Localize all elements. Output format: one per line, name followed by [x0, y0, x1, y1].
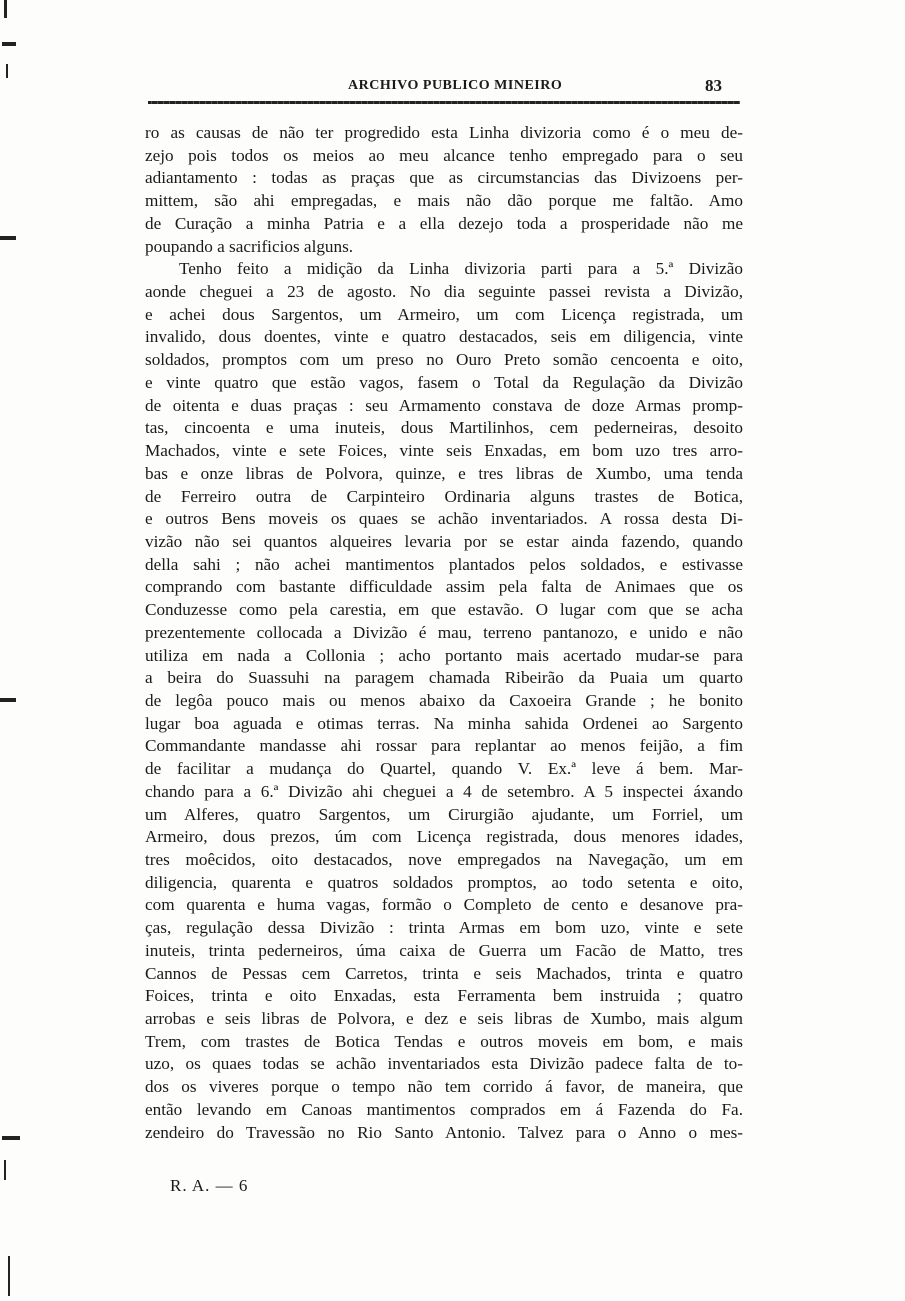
binding-mark: [6, 64, 8, 78]
text-line: adiantamento : todas as praças que as circumstancias das Divizoens per-: [145, 168, 743, 188]
text-line: zendeiro do Travessão no Rio Santo Antonio. Talvez para o Anno o mes-: [145, 1122, 743, 1142]
text-line: e achei dous Sargentos, um Armeiro, um com Licença registrada, um: [145, 304, 743, 324]
binding-mark: [0, 698, 16, 702]
binding-mark: [4, 0, 7, 18]
text-line: de legôa pouco mais ou menos abaixo da Caxoeira Grande ; he bonito: [145, 690, 743, 710]
text-line: arrobas e seis libras de Polvora, e dez e seis libras de Xumbo, mais algum: [145, 1009, 743, 1029]
text-line: Tenho feito a midição da Linha divizoria parti para a 5.ª Divizão: [179, 259, 743, 279]
text-line: Commandante mandasse ahi rossar para replantar ao menos feijão, a fim: [145, 736, 743, 756]
text-line: de Ferreiro outra de Carpinteiro Ordinaria alguns trastes de Botica,: [145, 486, 743, 506]
text-line: de Curação a minha Patria e a ella dezejo toda a prosperidade não me: [145, 213, 743, 233]
text-line: della sahi ; não achei mantimentos plantados pelos soldados, e estivasse: [145, 554, 743, 574]
text-line: de facilitar a mudança do Quartel, quando V. Ex.ª leve á bem. Mar-: [145, 759, 743, 779]
text-line: Foices, trinta e oito Enxadas, esta Ferramenta bem instruida ; quatro: [145, 986, 743, 1006]
binding-mark: [2, 42, 16, 46]
text-line: soldados, promptos com um preso no Ouro Preto somão cencoenta e oito,: [145, 350, 743, 370]
text-line: mittem, são ahi empregadas, e mais não dão porque me faltão. Amo: [145, 191, 743, 211]
text-line: vizão não sei quantos alqueires levaria por se estar ainda fazendo, quando: [145, 531, 743, 551]
text-line: Armeiro, dous prezos, úm com Licença registrada, dous menores idades,: [145, 827, 743, 847]
text-line: comprando com bastante difficuldade assim pela falta de Animaes que os: [145, 577, 743, 597]
text-line: Conduzesse como pela carestia, em que estavão. O lugar com que se acha: [145, 600, 743, 620]
text-line: e vinte quatro que estão vagos, fasem o Total da Regulação da Divizão: [145, 372, 743, 392]
text-line: diligencia, quarenta e quatros soldados promptos, ao todo setenta e oito,: [145, 872, 743, 892]
text-line: poupando a sacrificios alguns.: [145, 236, 354, 256]
text-line: chando para a 6.ª Divizão ahi cheguei a 4 de setembro. A 5 inspectei áxando: [145, 781, 743, 801]
text-line: dos os viveres porque o tempo não tem corrido á favor, de maneira, que: [145, 1077, 743, 1097]
binding-mark: [2, 1136, 20, 1140]
text-line: prezentemente collocada a Divizão é mau, terreno pantanozo, e unido e não: [145, 622, 743, 642]
body-text: [145, 122, 743, 1144]
binding-mark: [4, 1160, 6, 1180]
text-line: a beira do Suassuhi na paragem chamada Ribeirão da Puaia um quarto: [145, 668, 743, 688]
text-line: lugar boa aguada e otimas terras. Na minha sahida Ordenei ao Sargento: [145, 713, 743, 733]
text-line: então levando em Canoas mantimentos comprados em á Fazenda do Fa.: [145, 1099, 743, 1119]
text-line: uzo, os quaes todas se achão inventariados esta Divizão padece falta de to-: [145, 1054, 743, 1074]
text-line: inuteis, trinta pederneiros, úma caixa de Guerra um Facão de Matto, tres: [145, 940, 743, 960]
text-line: Machados, vinte e sete Foices, vinte seis Enxadas, em bom uzo tres arro-: [145, 441, 743, 461]
text-line: zejo pois todos os meios ao meu alcance tenho empregado para o seu: [145, 145, 743, 165]
signature-mark: R. A. — 6: [170, 1176, 249, 1195]
text-line: de oitenta e duas praças : seu Armamento constava de doze Armas promp-: [145, 395, 743, 415]
binding-mark: [8, 1256, 10, 1296]
page-left-edge: [0, 0, 30, 1301]
text-line: com quarenta e huma vagas, formão o Completo de cento e desanove pra-: [145, 895, 743, 915]
running-title: ARCHIVO PUBLICO MINEIRO: [348, 78, 563, 93]
text-line: Trem, com trastes de Botica Tendas e outros moveis em bom, e mais: [145, 1031, 743, 1051]
text-line: um Alferes, quatro Sargentos, um Cirurgião ajudante, um Forriel, um: [145, 804, 743, 824]
text-line: e outros Bens moveis os quaes se achão inventariados. A rossa desta Di-: [145, 509, 743, 529]
binding-mark: [0, 236, 16, 240]
text-line: Cannos de Pessas cem Carretos, trinta e seis Machados, trinta e quatro: [145, 963, 743, 983]
text-line: tres moêcidos, oito destacados, nove empregados na Navegação, um em: [145, 850, 743, 869]
header-rule: [148, 101, 740, 104]
page-number: 83: [705, 76, 722, 95]
text-line: bas e onze libras de Polvora, quinze, e tres libras de Xumbo, uma tenda: [145, 463, 743, 483]
text-line: ro as causas de não ter progredido esta Linha divizoria como é o meu de-: [145, 123, 743, 142]
text-line: ças, regulação dessa Divizão : trinta Armas em bom uzo, vinte e sete: [145, 918, 743, 938]
text-line: utiliza em nada a Collonia ; acho portanto mais acertado mudar-se para: [145, 645, 743, 665]
text-line: invalido, dous doentes, vinte e quatro destacados, seis em diligencia, vinte: [145, 327, 743, 347]
page-header: [148, 72, 740, 102]
text-line: aonde cheguei a 23 de agosto. No dia seguinte passei revista a Divizão,: [145, 282, 743, 302]
text-line: tas, cincoenta e uma inuteis, dous Martilinhos, cem pederneiras, desoito: [145, 418, 743, 438]
